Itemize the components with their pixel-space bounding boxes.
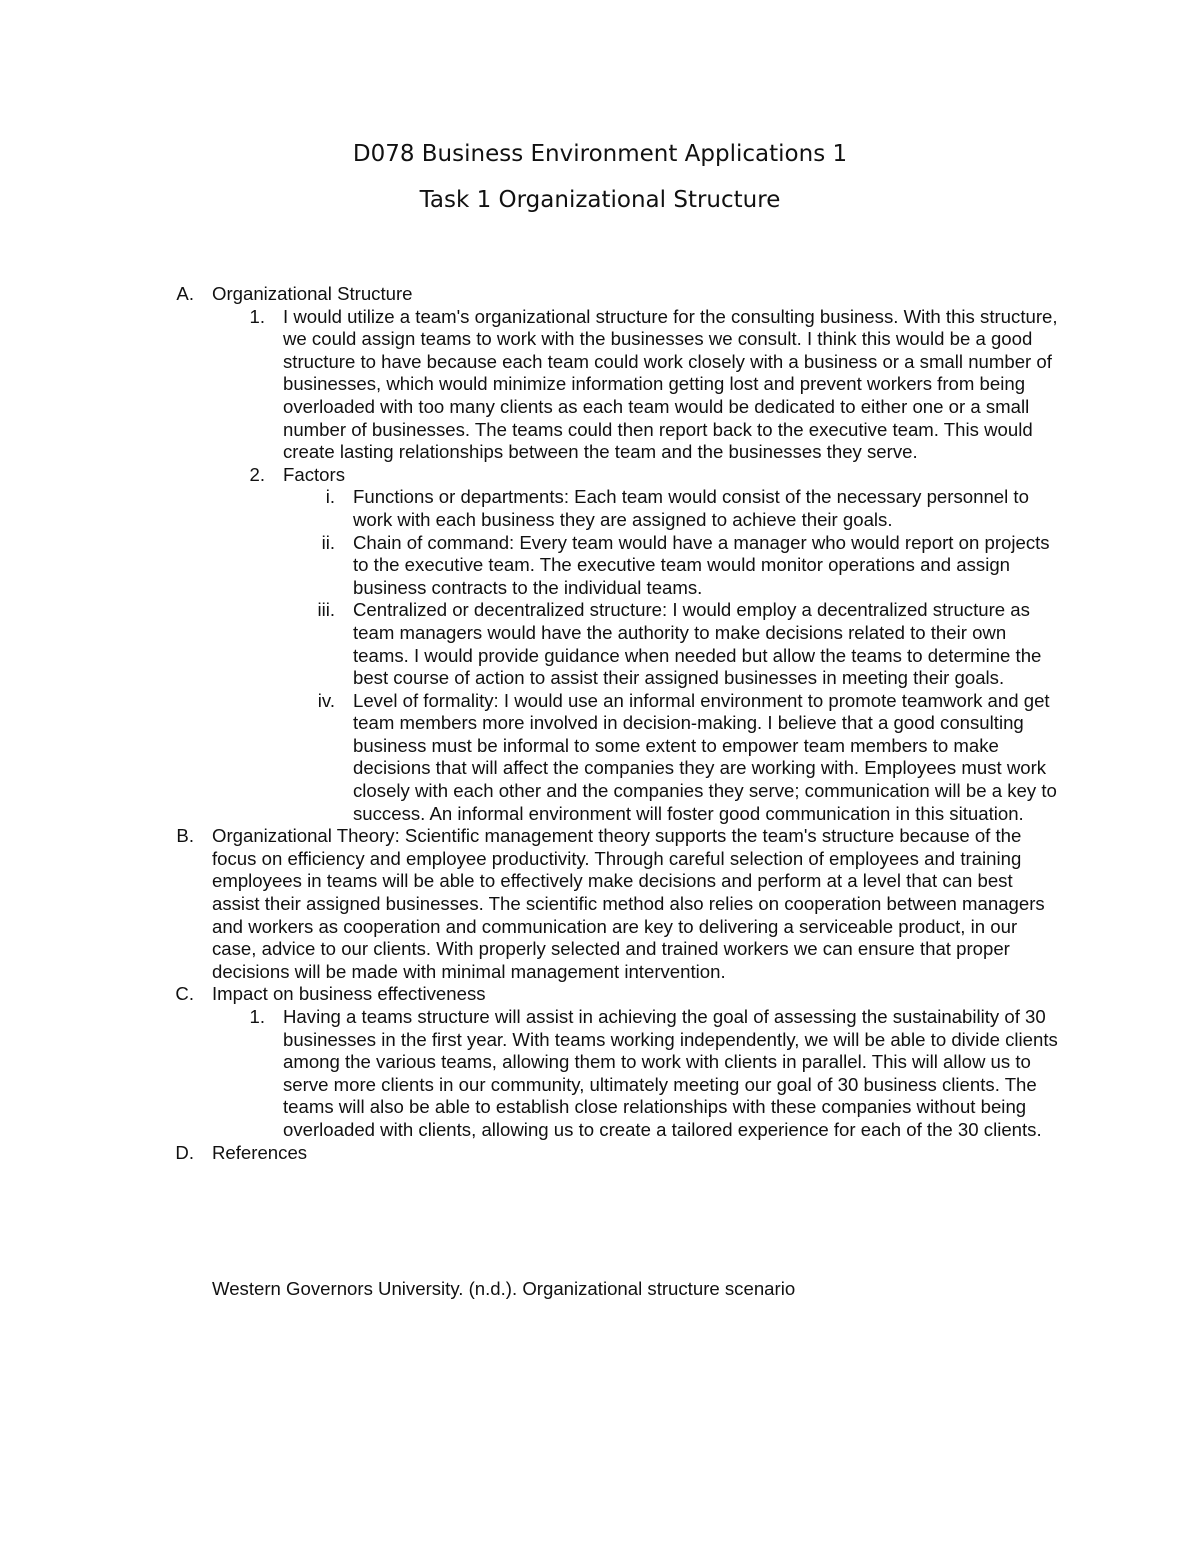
section-b-text: Organizational Theory: Scientific management theory supports the team's structure because of the focus on efficiency and employee productivity. Through careful selection of employees and training employees in teams will be able to effectively make decisions and perform at a level that can best assist their assigned businesses. The scientific method also relies on cooperation between managers and workers as cooperation and communication are key to delivering a serviceable product, in our case, advice to our clients. With properly selected and trained workers we can ensure that proper decisions will be made with minimal management intervention.	[212, 825, 1045, 982]
section-a-item-1	[0, 306, 1060, 464]
section-a-item-1-text: I would utilize a team's organizational structure for the consulting business. With this structure, we could assign teams to work with the businesses we consult. I think this would be a good structure to have because each team could work closely with a business or a small number of businesses, which would minimize information getting lost and prevent workers from being overloaded with too many clients as each team would be dedicated to either one or a small number of businesses. The teams could then report back to the executive team. This would create lasting relationships between the team and the businesses they serve.	[283, 305, 1058, 463]
section-d-marker: D.	[175, 1141, 194, 1163]
factor-text: Centralized or decentralized structure: I would employ a decentralized structure as team managers would have the authority to make decisions related to their own teams. I would provide guidance when needed but allow the teams to determine the best course of action to assist their assigned businesses in meeting their goals.	[353, 599, 1042, 689]
section-d	[0, 1142, 1060, 1165]
section-b-marker: B.	[176, 825, 194, 847]
section-c-marker: C.	[175, 983, 194, 1005]
document-body	[0, 283, 1200, 1164]
section-c-heading: Impact on business effectiveness	[212, 983, 486, 1005]
section-c	[0, 983, 1060, 1006]
section-a-item-2-marker: 2.	[249, 463, 265, 485]
section-b	[0, 825, 1060, 983]
factor-text: Chain of command: Every team would have a manager who would report on projects to the executive team. The executive team would monitor operations and assign business contracts to the individual teams.	[353, 531, 1050, 598]
document-subtitle: Task 1 Organizational Structure	[419, 187, 781, 213]
factor-marker: iii.	[317, 599, 335, 621]
factor-item	[0, 599, 1060, 689]
factor-text: Functions or departments: Each team would consist of the necessary personnel to work with each business they are assigned to achieve their goals.	[353, 486, 1029, 530]
factor-item	[0, 486, 1060, 531]
section-a-item-2	[0, 464, 1060, 487]
section-a-heading: Organizational Structure	[212, 283, 413, 304]
reference-citation: Western Governors University. (n.d.). Organizational structure scenario	[212, 1278, 796, 1299]
section-a-item-1-marker: 1.	[249, 305, 265, 327]
section-c-item-1-text: Having a teams structure will assist in achieving the goal of assessing the sustainability of 30 businesses in the first year. With teams working independently, we will be able to divide clients among the various teams, allowing them to work with clients in parallel. This will allow us to serve more clients in our community, ultimately meeting our goal of 30 business clients. The teams will also be able to establish close relationships with these companies without being overloaded with clients, allowing us to create a tailored experience for each of the 30 clients.	[283, 1006, 1058, 1140]
factor-item	[0, 532, 1060, 600]
factor-marker: ii.	[321, 531, 335, 553]
section-a	[0, 283, 1060, 306]
factor-item	[0, 690, 1060, 826]
factor-text: Level of formality: I would use an informal environment to promote teamwork and get team members more involved in decision-making. I believe that a good consulting business must be informal to some extent to empower team members to make decisions that will affect the companies they are working with. Employees must work closely with each other and the companies they serve; communication will be a key to success. An informal environment will foster good communication in this situation.	[353, 689, 1057, 824]
section-a-marker: A.	[176, 283, 194, 304]
section-c-item-1-marker: 1.	[249, 1006, 265, 1027]
document-title: D078 Business Environment Applications 1	[352, 141, 848, 167]
factor-marker: iv.	[317, 689, 335, 711]
section-c-item-1	[0, 1006, 1060, 1142]
section-d-heading: References	[212, 1141, 308, 1163]
factor-marker: i.	[325, 486, 335, 508]
section-a-item-2-heading: Factors	[283, 463, 345, 485]
